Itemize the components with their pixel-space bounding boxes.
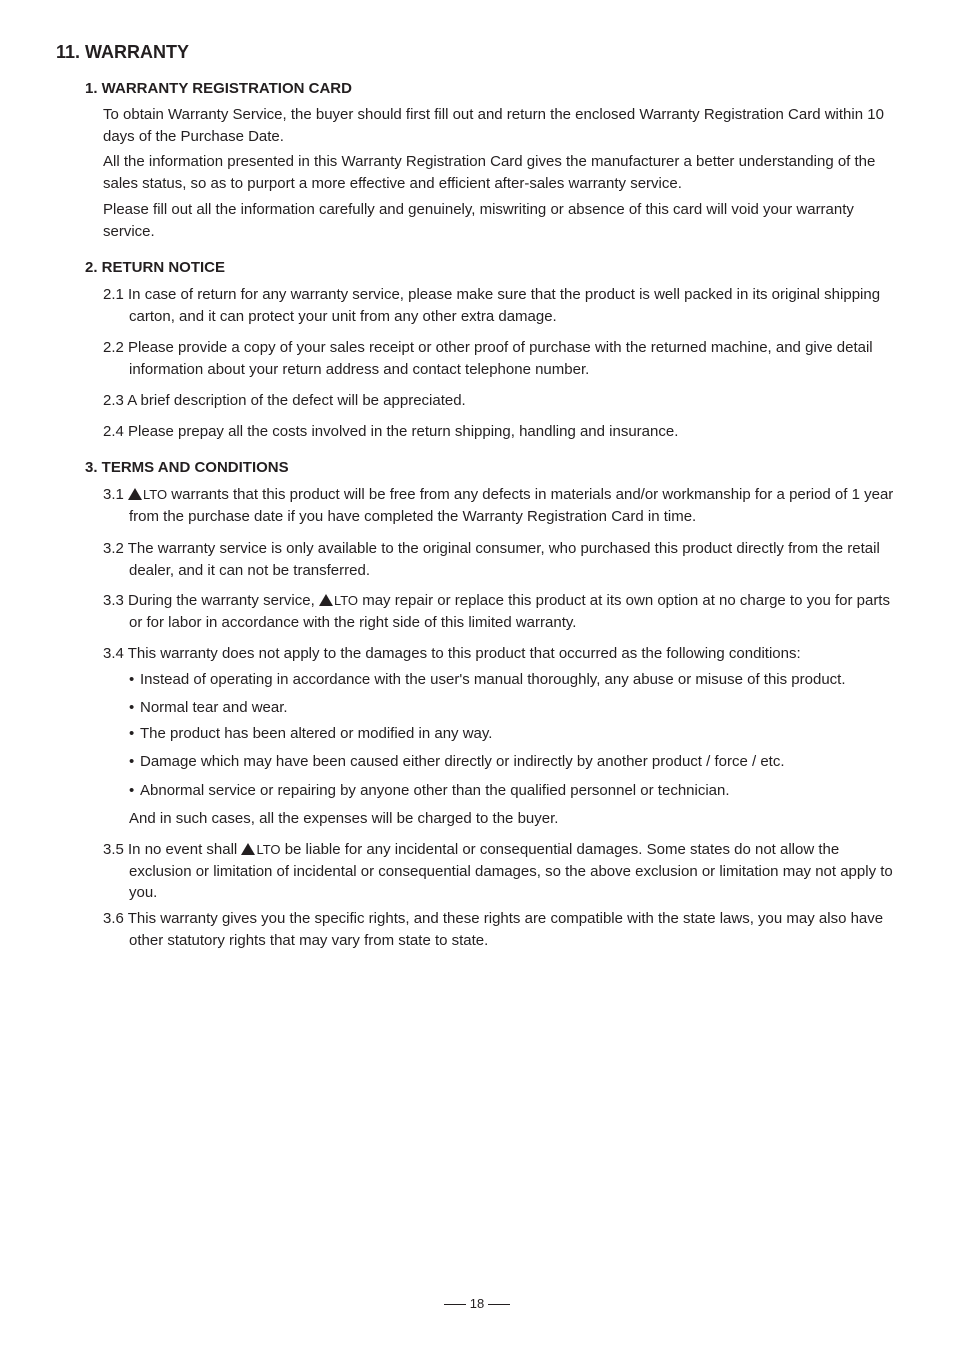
bullet-item (129, 723, 899, 745)
brand-name: LTO (333, 593, 359, 608)
item-text: warrants that this product will be free from any defects in materials and/or workmanship for a period of 1 year from the purchase date if you have completed the Warranty Registration Card in time. (129, 486, 894, 525)
bullet-item (129, 780, 899, 802)
bullet-icon: • (129, 753, 135, 770)
list-item (103, 484, 903, 527)
paragraph: And in such cases, all the expenses will be charged to the buyer. (129, 810, 559, 827)
bullet-text: Abnormal service or repairing by anyone other than the qualified personnel or technician. (140, 782, 730, 799)
triangle-icon (319, 594, 333, 606)
brand-logo (241, 841, 280, 858)
page-title: 11. WARRANTY (56, 42, 190, 62)
bullet-text: Instead of operating in accordance with the user's manual thoroughly, any abuse or misuse of this product. (140, 671, 846, 688)
bullet-text: The product has been altered or modified in any way. (140, 725, 493, 742)
list-item (103, 590, 903, 633)
brand-logo (128, 486, 167, 503)
bullet-icon: • (129, 782, 135, 799)
bullet-item (129, 751, 899, 773)
section-title-return: 2. RETURN NOTICE (85, 259, 226, 276)
footer-rule (444, 1304, 466, 1305)
bullet-icon: • (129, 725, 135, 742)
page-footer (0, 1296, 954, 1311)
bullet-icon: • (129, 699, 135, 716)
triangle-icon (241, 843, 255, 855)
item-text: may repair or replace this product at its own option at no charge to you for parts or for labor in accordance with the right side of this limited warranty. (129, 592, 890, 631)
paragraph: All the information presented in this Warranty Registration Card gives the manufacturer a better understanding of the sales status, so as to purport a more effective and efficient after-sales warranty service. (103, 153, 876, 192)
list-item: 2.3 A brief description of the defect will be appreciated. (103, 392, 466, 409)
item-number: 3.1 (103, 486, 124, 503)
item-text: 3.5 In no event shall (103, 841, 238, 858)
list-item: 2.4 Please prepay all the costs involved in the return shipping, handling and insurance. (103, 423, 679, 440)
brand-name: LTO (256, 842, 281, 857)
bullet-icon: • (129, 671, 135, 688)
bullet-item (129, 697, 899, 719)
brand-logo (319, 592, 358, 609)
list-item: 3.2 The warranty service is only available to the original consumer, who purchased this product directly from the retail dealer, and it can not be transferred. (103, 540, 880, 579)
paragraph: To obtain Warranty Service, the buyer should first fill out and return the enclosed Warranty Registration Card within 10 days of the Purchase Date. (103, 106, 884, 145)
paragraph: Please fill out all the information carefully and genuinely, miswriting or absence of this card will void your warranty service. (103, 201, 854, 240)
brand-name: LTO (143, 487, 168, 502)
bullet-text: Damage which may have been caused either directly or indirectly by another product / force / etc. (140, 753, 785, 770)
section-title-terms: 3. TERMS AND CONDITIONS (85, 459, 289, 476)
section-title-registration: 1. WARRANTY REGISTRATION CARD (85, 80, 352, 97)
footer-rule (488, 1304, 510, 1305)
bullet-text: Normal tear and wear. (140, 699, 288, 716)
list-item: 2.2 Please provide a copy of your sales receipt or other proof of purchase with the returned machine, and give detail information about your return address and contact telephone number. (103, 339, 873, 378)
item-text: 3.3 During the warranty service, (103, 592, 315, 609)
item-text: be liable for any incidental or consequential damages. Some states do not allow the exclusion or limitation of incidental or consequential damages, so the above exclusion or limitation may not apply to you. (129, 841, 893, 901)
list-item (103, 839, 903, 904)
list-item: 2.1 In case of return for any warranty service, please make sure that the product is well packed in its original shipping carton, and it can protect your unit from any other extra damage. (103, 286, 881, 325)
triangle-icon (128, 488, 142, 500)
page-number: 18 (469, 1296, 485, 1311)
list-item: 3.6 This warranty gives you the specific rights, and these rights are compatible with the state laws, you may also have other statutory rights that may vary from state to state. (103, 910, 884, 949)
bullet-item (129, 669, 899, 691)
list-item: 3.4 This warranty does not apply to the damages to this product that occurred as the following conditions: (103, 645, 801, 662)
